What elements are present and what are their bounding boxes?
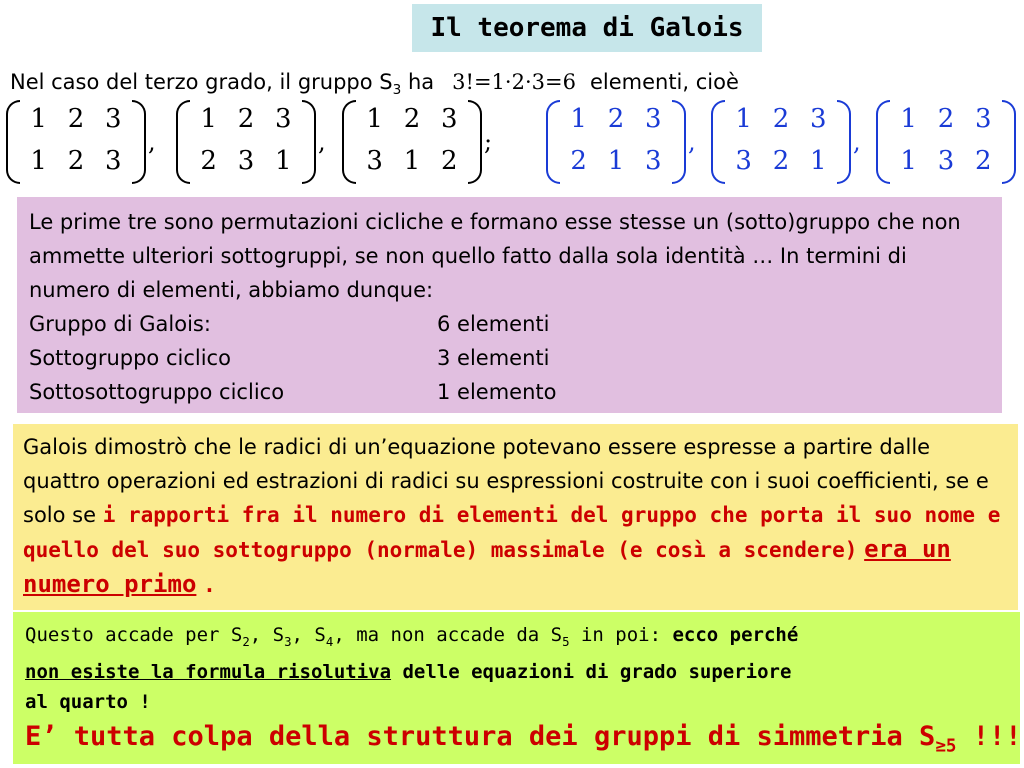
permutation-matrix — [546, 100, 686, 184]
permutation-matrix — [342, 100, 482, 184]
right-parenthesis — [672, 100, 686, 184]
left-parenthesis — [176, 100, 190, 184]
cyclic-subgroup-box — [17, 197, 1002, 413]
count-row — [29, 375, 990, 409]
permutation-matrix — [6, 100, 146, 184]
no-formula-underlined: non esiste la formula risolutiva — [25, 660, 392, 683]
permutation-matrices — [6, 100, 1020, 184]
conclusion-bold: ecco perché — [672, 624, 799, 646]
left-parenthesis — [342, 100, 356, 184]
subscript: 3 — [284, 634, 292, 649]
factorial-formula: 3!=1·2·3=6 — [452, 70, 576, 94]
conclusion-text: , ma non accade da S — [333, 624, 563, 646]
matrix-entry: 3 — [105, 146, 122, 176]
subscript: 2 — [242, 634, 250, 649]
count-value: 3 elementi — [437, 346, 550, 370]
count-label: Gruppo di Galois: — [29, 312, 211, 336]
right-parenthesis — [468, 100, 482, 184]
matrix-entry: 3 — [937, 146, 955, 176]
right-parenthesis — [1002, 100, 1016, 184]
matrix-separator: , — [148, 128, 156, 156]
galois-theorem-box — [13, 424, 1018, 610]
count-row — [29, 307, 990, 341]
matrix-entry: 1 — [607, 146, 625, 176]
matrix-entry: 3 — [975, 104, 992, 134]
right-parenthesis — [302, 100, 316, 184]
matrix-entry: 1 — [403, 146, 421, 176]
conclusion-bold: delle equazioni di grado superiore — [391, 660, 792, 683]
matrix-entry: 2 — [607, 104, 625, 134]
matrix-bottom-row — [356, 146, 468, 176]
final-text: E’ tutta colpa della struttura dei gruppi di simmetria S — [25, 720, 936, 752]
matrix-entry: 1 — [366, 104, 383, 134]
conclusion-text: , S — [291, 624, 326, 646]
conclusion-line-3 — [25, 687, 1008, 717]
conclusion-line-1 — [25, 620, 1008, 657]
conclusion-box — [13, 612, 1020, 764]
count-row — [29, 341, 990, 375]
subscript: 4 — [325, 634, 334, 649]
conclusion-text: in poi: — [569, 624, 673, 646]
final-statement — [25, 717, 1022, 766]
box1-paragraph: Le prime tre sono permutazioni cicliche e formano esse stesse un (sotto)gruppo che non ammette ulteriori sottogruppi, se non quello fatto dalla sola identità … In termini di numero di elementi, abbiamo dunque: — [29, 210, 961, 302]
final-end: !!! — [956, 720, 1022, 752]
matrix-entry: 2 — [937, 104, 955, 134]
matrix-separator: , — [853, 128, 861, 156]
matrix-entry: 2 — [67, 104, 85, 134]
box2-red-text: i rapporti fra il numero di elementi del gruppo che porta il suo nome e quello del suo sottogruppo (normale) massimale (e così a scendere) — [23, 503, 1001, 562]
matrix-bottom-row — [20, 146, 132, 176]
right-parenthesis — [132, 100, 146, 184]
intro-subscript: 3 — [392, 82, 402, 99]
matrix-top-row — [356, 104, 468, 134]
left-parenthesis — [711, 100, 725, 184]
matrix-entry: 1 — [200, 104, 217, 134]
box2-end: . — [203, 573, 216, 597]
matrix-entry: 3 — [645, 104, 662, 134]
matrix-entry: 1 — [735, 104, 752, 134]
intro-ha: ha — [401, 70, 435, 94]
matrix-top-row — [20, 104, 132, 134]
matrix-top-row — [560, 104, 672, 134]
matrix-entry: 2 — [772, 146, 790, 176]
permutation-matrix — [876, 100, 1016, 184]
matrix-entry: 2 — [403, 104, 421, 134]
matrix-entry: 2 — [441, 146, 458, 176]
left-parenthesis — [6, 100, 20, 184]
matrix-entry: 1 — [570, 104, 587, 134]
subscript: 5 — [562, 634, 570, 649]
conclusion-line-2 — [25, 657, 1008, 687]
intro-after: elementi, cioè — [589, 70, 739, 94]
matrix-entry: 2 — [200, 146, 217, 176]
conclusion-text: Questo accade per S — [25, 624, 243, 646]
matrix-separator: ; — [484, 128, 493, 156]
matrix-bottom-row — [725, 146, 837, 176]
prime-number-emphasis: era un numero primo — [23, 535, 951, 598]
matrix-entry: 3 — [105, 104, 122, 134]
matrix-entry: 2 — [237, 104, 255, 134]
matrix-top-row — [725, 104, 837, 134]
matrix-entry: 3 — [810, 104, 827, 134]
count-value: 1 elemento — [437, 380, 557, 404]
matrix-entry: 3 — [441, 104, 458, 134]
permutation-matrix — [711, 100, 851, 184]
intro-line — [10, 70, 1010, 98]
matrix-separator: , — [318, 128, 326, 156]
matrix-entry: 2 — [772, 104, 790, 134]
matrix-entry: 2 — [975, 146, 992, 176]
matrix-entry: 2 — [570, 146, 587, 176]
matrix-entry: 3 — [237, 146, 255, 176]
matrix-entry: 1 — [30, 146, 47, 176]
count-value: 6 elementi — [437, 312, 550, 336]
matrix-entry: 3 — [735, 146, 752, 176]
matrix-entry: 3 — [366, 146, 383, 176]
matrix-bottom-row — [560, 146, 672, 176]
matrix-entry: 2 — [67, 146, 85, 176]
conclusion-text: , S — [249, 624, 285, 646]
count-label: Sottogruppo ciclico — [29, 346, 231, 370]
matrix-entry: 1 — [30, 104, 47, 134]
matrix-entry: 1 — [900, 146, 917, 176]
box2-plain-text: Galois dimostrò che le radici di un’equazione potevano essere espresse a partire dalle quattro operazioni ed estrazioni di radici su espressioni costruite con i suoi coefficienti, se e solo se — [23, 435, 989, 527]
matrix-entry: 1 — [810, 146, 827, 176]
matrix-top-row — [890, 104, 1002, 134]
matrix-separator: , — [688, 128, 696, 156]
intro-text: Nel caso del terzo grado, il gruppo S — [10, 70, 393, 94]
count-label: Sottosottogruppo ciclico — [29, 380, 285, 404]
left-parenthesis — [876, 100, 890, 184]
matrix-top-row — [190, 104, 302, 134]
slide-title — [412, 4, 762, 52]
matrix-bottom-row — [190, 146, 302, 176]
left-parenthesis — [546, 100, 560, 184]
matrix-entry: 3 — [275, 104, 292, 134]
matrix-entry: 1 — [900, 104, 917, 134]
matrix-entry: 3 — [645, 146, 662, 176]
matrix-bottom-row — [890, 146, 1002, 176]
right-parenthesis — [837, 100, 851, 184]
conclusion-bold: al quarto ! — [25, 690, 151, 713]
final-subscript: ≥5 — [935, 736, 957, 757]
permutation-matrix — [176, 100, 316, 184]
matrix-entry: 1 — [275, 146, 292, 176]
title-text: Il teorema di Galois — [430, 13, 744, 43]
